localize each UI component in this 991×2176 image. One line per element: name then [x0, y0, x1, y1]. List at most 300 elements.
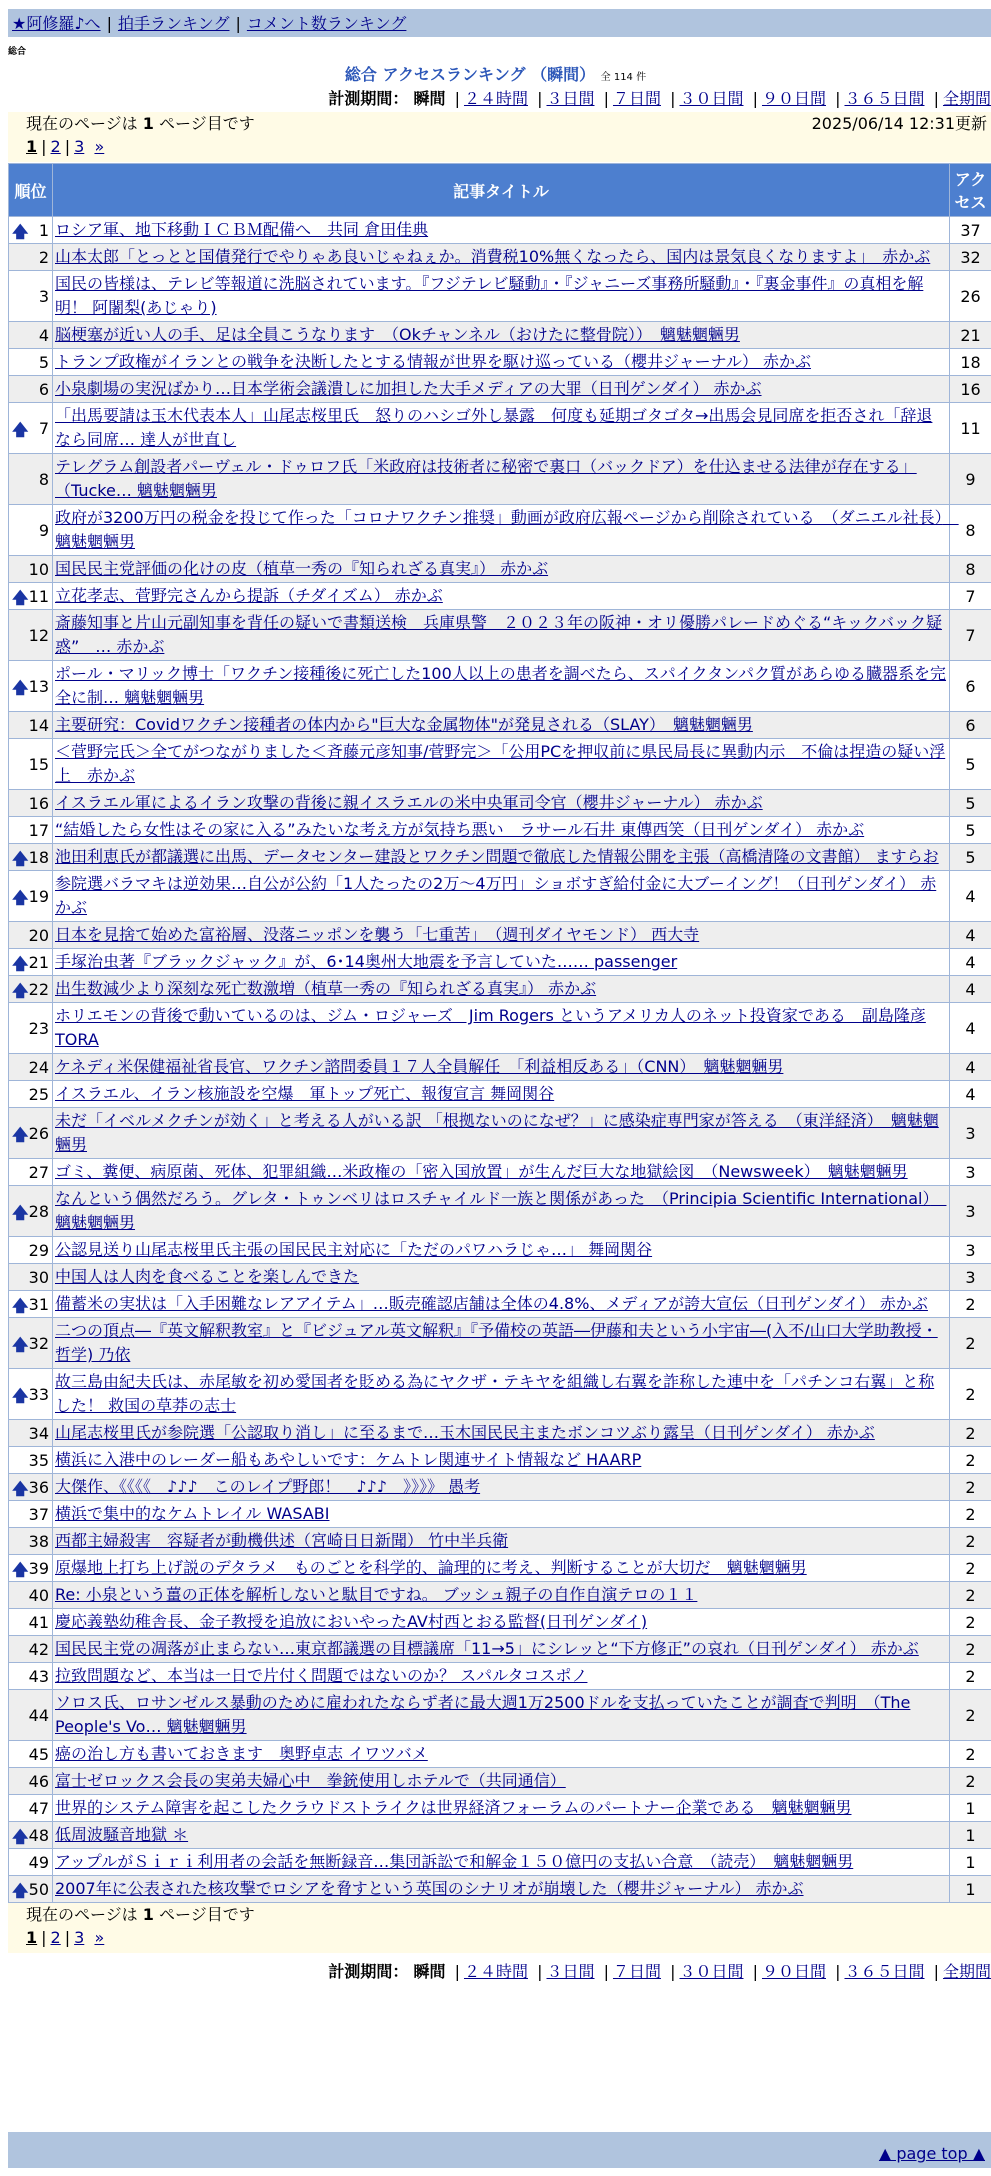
rank-number: 8	[38, 469, 49, 489]
rank-number: 46	[28, 1771, 49, 1791]
title-cell	[53, 610, 950, 661]
access-count: 8	[950, 556, 991, 583]
rank-cell	[9, 1003, 53, 1054]
article-title-link[interactable]: 横浜で集中的なケムトレイル WASABI	[55, 1504, 330, 1523]
table-row	[9, 844, 991, 871]
period-current: 瞬間	[413, 89, 446, 108]
rank-up-arrow-icon: 🡅	[12, 1334, 29, 1354]
access-count: 18	[950, 349, 991, 376]
applause-ranking-link[interactable]: 拍手ランキング	[117, 14, 230, 33]
rank-cell	[9, 322, 53, 349]
title-cell	[53, 271, 950, 322]
rank-number: 5	[38, 352, 49, 372]
article-title-link[interactable]: なんという偶然だろう。グレタ・トゥンベリはロスチャイルド一族と関係があった （Principia Scientific International） 魑魅魍魎男	[55, 1189, 947, 1232]
article-title-link[interactable]: 「出馬要請は玉木代表本人」山尾志桜里氏 怒りのハシゴ外し暴露 何度も延期ゴタゴタ→出馬会見同席を拒否され「辞退なら同席… 達人が世直し	[55, 406, 933, 449]
rank-cell	[9, 505, 53, 556]
rank-number: 31	[28, 1294, 49, 1314]
access-count: 4	[950, 949, 991, 976]
access-count: 2	[950, 1528, 991, 1555]
rank-number: 39	[28, 1558, 49, 1578]
access-count: 2	[950, 1318, 991, 1369]
article-title-link[interactable]: 拉致問題など、本当は一日で片付く問題ではないのか？ スパルタコスポノ	[55, 1666, 588, 1685]
page-status-prefix: 現在のページは	[26, 1905, 138, 1924]
access-count: 3	[950, 1159, 991, 1186]
rank-cell	[9, 1474, 53, 1501]
title-cell	[53, 1474, 950, 1501]
title-cell	[53, 871, 950, 922]
access-count: 2	[950, 1474, 991, 1501]
page-status-current: 1	[142, 1905, 154, 1924]
access-count: 2	[950, 1741, 991, 1768]
rank-number: 38	[28, 1531, 49, 1551]
rank-up-arrow-icon: 🡅	[12, 221, 29, 241]
rank-number: 21	[28, 952, 49, 972]
title-cell	[53, 217, 950, 244]
rank-up-arrow-icon: 🡅	[12, 1559, 29, 1579]
title-cell	[53, 505, 959, 556]
article-title-link[interactable]: ソロス氏、ロサンゼルス暴動のために雇われたならず者に最大週1万2500ドルを支払っていたことが調査で判明 （The People's Vo… 魑魅魍魎男	[55, 1693, 911, 1736]
article-title-link[interactable]: 参院選バラマキは逆効果…自公が公約「1人たったの2万～4万円」ショボすぎ給付金に大ブーイング！（日刊ゲンダイ） 赤かぶ	[55, 874, 937, 917]
article-title-link[interactable]: ゴミ、糞便、病原菌、死体、犯罪組織…米政権の「密入国放置」が生んだ巨大な地獄絵図 （Newsweek） 魑魅魍魎男	[55, 1162, 908, 1181]
article-title-link[interactable]: 斎藤知事と片山元副知事を背任の疑いで書類送検 兵庫県警 ２０２３年の阪神・オリ優勝パレードめぐる“キックバック疑惑” … 赤かぶ	[55, 613, 943, 656]
rank-number: 18	[28, 847, 49, 867]
rank-number: 13	[28, 676, 49, 696]
access-count: 6	[950, 661, 991, 712]
rank-number: 19	[28, 886, 49, 906]
access-count: 2	[950, 1582, 991, 1609]
table-row	[9, 556, 991, 583]
title-cell	[53, 1768, 950, 1795]
rank-cell	[9, 1768, 53, 1795]
rank-cell	[9, 1081, 53, 1108]
title-cell	[53, 1081, 950, 1108]
rank-cell	[9, 1420, 53, 1447]
title-cell	[53, 1159, 950, 1186]
page-title-text: 総合 アクセスランキング （瞬間）	[344, 65, 596, 84]
access-count: 2	[950, 1369, 991, 1420]
access-count: 2	[950, 1555, 991, 1582]
access-count: 16	[950, 376, 991, 403]
table-row	[9, 1501, 991, 1528]
article-title-link[interactable]: 備蓄米の実状は「入手困難なレアアイテム」…販売確認店舗は全体の4.8%、メディアが誇大宣伝（日刊ゲンダイ） 赤かぶ	[55, 1294, 928, 1313]
title-cell	[53, 661, 950, 712]
pagination-top: 現在のページは 1 ページ目です 2025/06/14 12:31更新 1 | 2 | 3 »	[8, 112, 991, 162]
article-title-link[interactable]: 中国人は人肉を食べることを楽しんできた	[55, 1267, 360, 1286]
period-all[interactable]: 全期間	[942, 89, 991, 108]
page-1-current: 1	[26, 137, 38, 156]
access-count: 2	[950, 1768, 991, 1795]
table-row	[9, 1003, 991, 1054]
rank-cell	[9, 976, 53, 1003]
table-row	[9, 1474, 991, 1501]
table-row	[9, 1609, 991, 1636]
page-2-link[interactable]: 2	[50, 1928, 61, 1947]
article-title-link[interactable]: イスラエル軍によるイラン攻撃の背後に親イスラエルの米中央軍司令官（櫻井ジャーナル） 赤かぶ	[55, 793, 763, 812]
period-24h[interactable]: ２４時間	[463, 1962, 528, 1981]
rank-cell	[9, 271, 53, 322]
page-top-link[interactable]: ▲ page top ▲	[878, 2144, 985, 2163]
title-cell	[53, 1447, 950, 1474]
rank-number: 40	[28, 1585, 49, 1605]
access-count: 5	[950, 739, 991, 790]
article-title-link[interactable]: 山本太郎「とっとと国債発行でやりゃあ良いじゃねぇか。消費税10%無くなったら、国内は景気良くなりますよ」 赤かぶ	[55, 247, 931, 266]
period-7d[interactable]: ７日間	[612, 1962, 661, 1981]
article-title-link[interactable]: 原爆地上打ち上げ説のデタラメ ものごとを科学的、論理的に考え、判断することが大切だ 魑魅魍魎男	[55, 1558, 807, 1577]
article-title-link[interactable]: 低周波騒音地獄 ＊	[55, 1825, 189, 1844]
title-cell	[53, 349, 950, 376]
rank-number: 24	[28, 1057, 49, 1077]
rank-cell	[9, 1108, 53, 1159]
title-cell	[53, 1636, 950, 1663]
table-row	[9, 871, 991, 922]
period-365d[interactable]: ３６５日間	[844, 1962, 925, 1981]
article-title-link[interactable]: 山尾志桜里氏が参院選「公認取り消し」に至るまで…玉木国民民主またボンコツぶり露呈（日刊ゲンダイ） 赤かぶ	[55, 1423, 875, 1442]
title-cell	[53, 583, 950, 610]
rank-number: 27	[28, 1162, 49, 1182]
rank-number: 12	[28, 625, 49, 645]
table-row	[9, 1420, 991, 1447]
rank-number: 22	[28, 979, 49, 999]
access-count: 1	[950, 1795, 991, 1822]
period-24h[interactable]: ２４時間	[463, 89, 528, 108]
period-all[interactable]: 全期間	[942, 1962, 991, 1981]
article-title-link[interactable]: ロシア軍、地下移動ＩＣＢＭ配備へ 共同 倉田佳典	[55, 220, 429, 239]
period-30d[interactable]: ３０日間	[679, 1962, 744, 1981]
article-title-link[interactable]: テレグラム創設者パーヴェル・ドゥロフ氏「米政府は技術者に秘密で裏口（バックドア）を仕込ませる法律が存在する」（Tucke… 魑魅魍魎男	[55, 457, 917, 500]
article-title-link[interactable]: ホリエモンの背後で動いているのは、ジム・ロジャーズ Jim Rogers というアメリカ人のネット投資家である 副島隆彦 TORA	[55, 1006, 926, 1049]
access-count: 1	[950, 1876, 991, 1903]
article-title-link[interactable]: 日本を見捨て始めた富裕層、没落ニッポンを襲う「七重苦」 （週刊ダイヤモンド） 西大寺	[55, 925, 700, 944]
access-count: 4	[950, 922, 991, 949]
article-title-link[interactable]: 小泉劇場の実況ばかり…日本学術会議潰しに加担した大手メディアの大罪（日刊ゲンダイ） 赤かぶ	[55, 379, 762, 398]
rank-cell	[9, 1291, 53, 1318]
table-row	[9, 217, 991, 244]
rank-number: 45	[28, 1744, 49, 1764]
rank-cell	[9, 244, 53, 271]
header-rank: 順位	[9, 164, 53, 217]
article-title-link[interactable]: ポール・マリック博士「ワクチン接種後に死亡した100人以上の患者を調べたら、スパイクタンパク質があらゆる臓器系を完全に制… 魑魅魍魎男	[55, 664, 947, 707]
title-cell	[53, 1528, 950, 1555]
title-cell	[53, 976, 950, 1003]
title-cell	[53, 739, 950, 790]
access-count: 5	[950, 790, 991, 817]
category-tag: 総合	[8, 47, 27, 57]
title-cell	[53, 817, 950, 844]
rank-cell	[9, 1609, 53, 1636]
title-cell	[53, 1795, 950, 1822]
table-row	[9, 1237, 991, 1264]
rank-cell	[9, 610, 53, 661]
rank-number: 48	[28, 1825, 49, 1845]
title-cell	[53, 1501, 950, 1528]
rank-cell	[9, 1849, 53, 1876]
rank-cell	[9, 583, 53, 610]
title-cell	[53, 1054, 950, 1081]
table-row	[9, 1876, 991, 1903]
title-cell	[53, 922, 950, 949]
title-cell	[53, 1108, 950, 1159]
page-status-current: 1	[142, 114, 154, 133]
title-cell	[53, 1663, 950, 1690]
access-count: 6	[950, 712, 991, 739]
access-count: 37	[950, 217, 991, 244]
rank-number: 35	[28, 1450, 49, 1470]
rank-cell	[9, 1690, 53, 1741]
table-row	[9, 712, 991, 739]
article-title-link[interactable]: 富士ゼロックス会長の実弟夫婦心中 拳銃使用しホテルで（共同通信）	[55, 1771, 566, 1790]
period-90d[interactable]: ９０日間	[761, 89, 826, 108]
pagination-bottom: 現在のページは 1 ページ目です 1 | 2 | 3 »	[8, 1903, 991, 1953]
table-row	[9, 1582, 991, 1609]
article-title-link[interactable]: 2007年に公表された核攻撃でロシアを脅すという英国のシナリオが崩壊した（櫻井ジャーナル） 赤かぶ	[55, 1879, 804, 1898]
article-title-link[interactable]: 西都主婦殺害 容疑者が動機供述（宮崎日日新聞） 竹中半兵衛	[55, 1531, 509, 1550]
article-title-link[interactable]: 脳梗塞が近い人の手、足は全員こうなります （Okチャンネル（おけたに整骨院）） 魑魅魍魎男	[55, 325, 740, 344]
period-7d[interactable]: ７日間	[612, 89, 661, 108]
rank-cell	[9, 949, 53, 976]
rank-cell	[9, 1876, 53, 1903]
page-1-current: 1	[26, 1928, 38, 1947]
title-cell	[53, 1318, 950, 1369]
article-title-link[interactable]: イスラエル、イラン核施設を空爆 軍トップ死亡、報復宣言 舞岡関谷	[55, 1084, 555, 1103]
rank-up-arrow-icon: 🡅	[12, 848, 29, 868]
title-cell	[53, 1582, 950, 1609]
title-cell	[53, 790, 950, 817]
access-count: 2	[950, 1609, 991, 1636]
table-row	[9, 1528, 991, 1555]
table-row	[9, 1264, 991, 1291]
article-title-link[interactable]: 池田利恵氏が都議選に出馬、データセンター建設とワクチン問題で徹底した情報公開を主張（高橋清隆の文書館） ますらお	[55, 847, 939, 866]
access-count: 4	[950, 1054, 991, 1081]
period-3d[interactable]: ３日間	[546, 1962, 595, 1981]
access-count: 7	[950, 583, 991, 610]
rank-cell	[9, 1501, 53, 1528]
article-title-link[interactable]: Re: 小泉という薑の正体を解析しないと駄目ですね。 ブッシュ親子の自作自演テロの１１	[55, 1585, 698, 1604]
rank-number: 10	[28, 559, 49, 579]
access-count: 3	[950, 1186, 991, 1237]
article-title-link[interactable]: ケネディ米保健福祉省長官、ワクチン諮問委員１７人全員解任 「利益相反ある」（CNN） 魑魅魍魎男	[55, 1057, 784, 1076]
access-count: 3	[950, 1237, 991, 1264]
period-current: 瞬間	[413, 1962, 446, 1981]
period-365d[interactable]: ３６５日間	[844, 89, 925, 108]
title-cell	[53, 1003, 950, 1054]
rank-number: 50	[28, 1879, 49, 1899]
home-link[interactable]: ★阿修羅♪へ	[12, 14, 101, 33]
article-title-link[interactable]: 国民民主党の凋落が止まらない…東京都議選の目標議席「11→5」にシレッと“下方修正”の哀れ（日刊ゲンダイ） 赤かぶ	[55, 1639, 919, 1658]
table-row	[9, 976, 991, 1003]
next-page-link[interactable]: »	[94, 137, 105, 156]
article-title-link[interactable]: 大傑作、《《《《 ♪♪♪ このレイプ野郎！ ♪♪♪ 》》》》 愚考	[55, 1477, 481, 1496]
table-row	[9, 610, 991, 661]
title-cell	[53, 1822, 950, 1849]
table-row	[9, 349, 991, 376]
header-title: 記事タイトル	[53, 164, 950, 217]
title-cell	[53, 322, 950, 349]
table-row	[9, 505, 991, 556]
rank-number: 15	[28, 754, 49, 774]
rank-number: 29	[28, 1240, 49, 1260]
table-row	[9, 1555, 991, 1582]
access-count: 2	[950, 1447, 991, 1474]
access-count: 2	[950, 1636, 991, 1663]
rank-number: 23	[28, 1018, 49, 1038]
page-3-link[interactable]: 3	[74, 137, 85, 156]
article-title-link[interactable]: 未だ「イベルメクチンが効く」と考える人がいる訳 「根拠ないのになぜ？」に感染症専門家が答える （東洋経済） 魑魅魍魎男	[55, 1111, 939, 1154]
nav-separator: |	[106, 14, 112, 33]
access-count: 2	[950, 1690, 991, 1741]
rank-number: 9	[38, 520, 49, 540]
access-count: 5	[950, 817, 991, 844]
article-title-link[interactable]: 手塚治虫著『ブラックジャック』が、6･14奥州大地震を予言していた…… passenger	[55, 952, 678, 971]
title-cell	[53, 376, 950, 403]
article-title-link[interactable]: 癌の治し方も書いておきます 奥野卓志 イワツバメ	[55, 1744, 428, 1763]
rank-cell	[9, 454, 53, 505]
article-title-link[interactable]: 二つの頂点―『英文解釈教室』と『ビジュアル英文解釈』『予備校の英語―伊藤和夫という小宇宙―(入不/山口大学助教授・哲学) 乃依	[55, 1321, 938, 1364]
period-30d[interactable]: ３０日間	[679, 89, 744, 108]
rank-cell	[9, 790, 53, 817]
period-selector-bottom: 計測期間： 瞬間 | ２４時間 | ３日間 | ７日間 | ３０日間 | ９０日間 | ３６５日間 | 全期間	[328, 1962, 991, 1981]
rank-number: 17	[28, 820, 49, 840]
page-status-prefix: 現在のページは	[26, 114, 138, 133]
access-count: 7	[950, 610, 991, 661]
table-row	[9, 1318, 991, 1369]
rank-cell	[9, 817, 53, 844]
rank-cell	[9, 1663, 53, 1690]
title-cell	[53, 1237, 950, 1264]
rank-number: 33	[28, 1384, 49, 1404]
rank-up-arrow-icon: 🡅	[12, 980, 29, 1000]
article-title-link[interactable]: 故三島由紀夫氏は、赤尾敏を初め愛国者を貶める為にヤクザ・テキヤを組織し右翼を詐称した連中を「パチンコ右翼」と称した！ 救国の草莽の志士	[55, 1372, 935, 1415]
rank-cell	[9, 1822, 53, 1849]
article-title-link[interactable]: 主要研究：Covidワクチン接種者の体内から"巨大な金属物体"が発見される（SLAY） 魑魅魍魎男	[55, 715, 753, 734]
table-row	[9, 376, 991, 403]
rank-cell	[9, 1795, 53, 1822]
rank-number: 42	[28, 1639, 49, 1659]
rank-cell	[9, 1582, 53, 1609]
rank-up-arrow-icon: 🡅	[12, 1826, 29, 1846]
article-title-link[interactable]: 立花孝志、菅野完さんから提訴（チダイズム） 赤かぶ	[55, 586, 443, 605]
rank-cell	[9, 403, 53, 454]
article-title-link[interactable]: 政府が3200万円の税金を投じて作った「コロナワクチン推奨」動画が政府広報ページから削除されている （ダニエル社長） 魑魅魍魎男	[55, 508, 959, 551]
title-cell	[53, 1186, 950, 1237]
rank-cell	[9, 1186, 53, 1237]
rank-cell	[9, 1447, 53, 1474]
access-count: 26	[950, 271, 991, 322]
access-count: 3	[950, 1264, 991, 1291]
access-count: 2	[950, 1291, 991, 1318]
rank-number: 4	[38, 325, 49, 345]
rank-cell	[9, 1159, 53, 1186]
access-count: 4	[950, 871, 991, 922]
table-row	[9, 1291, 991, 1318]
table-row	[9, 1768, 991, 1795]
access-count: 11	[950, 403, 991, 454]
table-row	[9, 922, 991, 949]
access-count: 4	[950, 1003, 991, 1054]
article-title-link[interactable]: トランプ政権がイランとの戦争を決断したとする情報が世界を駆け巡っている（櫻井ジャーナル） 赤かぶ	[55, 352, 811, 371]
rank-number: 7	[38, 418, 49, 438]
article-title-link[interactable]: 出生数減少より深刻な死亡数激増（植草一秀の『知られざる真実』） 赤かぶ	[55, 979, 597, 998]
article-title-link[interactable]: 世界的システム障害を起こしたクラウドストライクは世界経済フォーラムのパートナー企業である 魑魅魍魎男	[55, 1798, 852, 1817]
period-90d[interactable]: ９０日間	[761, 1962, 826, 1981]
access-count: 4	[950, 1081, 991, 1108]
page-2-link[interactable]: 2	[50, 137, 61, 156]
total-count: 全 114 件	[600, 72, 647, 83]
title-cell	[53, 403, 950, 454]
article-title-link[interactable]: 慶応義塾幼稚舎長、金子教授を追放においやったAV村西とおる監督(日刊ゲンダイ)	[55, 1612, 648, 1631]
article-title-link[interactable]: 横浜に入港中のレーダー船もあやしいです：ケムトレ関連サイト情報など HAARP	[55, 1450, 642, 1469]
rank-number: 32	[28, 1333, 49, 1353]
rank-up-arrow-icon: 🡅	[12, 1880, 29, 1900]
article-title-link[interactable]: アップルがＳｉｒｉ利用者の会話を無断録音…集団訴訟で和解金１５０億円の支払い合意 （読売） 魑魅魍魎男	[55, 1852, 854, 1871]
rank-up-arrow-icon: 🡅	[12, 1295, 29, 1315]
article-title-link[interactable]: 国民民主党評価の化けの皮（植草一秀の『知られざる真実』） 赤かぶ	[55, 559, 549, 578]
rank-cell	[9, 1369, 53, 1420]
rank-cell	[9, 376, 53, 403]
access-count: 8	[950, 505, 991, 556]
rank-up-arrow-icon: 🡅	[12, 677, 29, 697]
access-count: 1	[950, 1849, 991, 1876]
table-row	[9, 1741, 991, 1768]
table-row	[9, 583, 991, 610]
title-cell	[53, 454, 950, 505]
rank-number: 34	[28, 1423, 49, 1443]
access-count: 2	[950, 1663, 991, 1690]
rank-cell	[9, 1636, 53, 1663]
rank-up-arrow-icon: 🡅	[12, 1124, 29, 1144]
table-row	[9, 1369, 991, 1420]
rank-number: 11	[28, 586, 49, 606]
article-title-link[interactable]: “結婚したら女性はその家に入る”みたいな考え方が気持ち悪い ラサール石井 東傳西笑（日刊ゲンダイ） 赤かぶ	[55, 820, 865, 839]
rank-number: 28	[28, 1201, 49, 1221]
table-row	[9, 949, 991, 976]
access-count: 2	[950, 1420, 991, 1447]
rank-cell	[9, 712, 53, 739]
rank-cell	[9, 1555, 53, 1582]
title-cell	[53, 1420, 950, 1447]
rank-cell	[9, 1264, 53, 1291]
article-title-link[interactable]: ＜菅野完氏＞全てがつながりました＜斉藤元彦知事/菅野完＞「公用PCを押収前に県民局長に異動内示 不倫は捏造の疑い浮上 赤かぶ	[55, 742, 946, 785]
next-page-link[interactable]: »	[94, 1928, 105, 1947]
table-row	[9, 1447, 991, 1474]
table-row	[9, 1822, 991, 1849]
rank-cell	[9, 1741, 53, 1768]
rank-up-arrow-icon: 🡅	[12, 1202, 29, 1222]
rank-up-arrow-icon: 🡅	[12, 587, 29, 607]
rank-cell	[9, 844, 53, 871]
table-row	[9, 1186, 991, 1237]
article-title-link[interactable]: 公認見送り山尾志桜里氏主張の国民民主対応に「ただのパワハラじゃ…」 舞岡関谷	[55, 1240, 653, 1259]
rank-number: 49	[28, 1852, 49, 1872]
rank-number: 37	[28, 1504, 49, 1524]
title-cell	[53, 1291, 950, 1318]
table-row	[9, 454, 991, 505]
title-cell	[53, 556, 950, 583]
title-cell	[53, 1555, 950, 1582]
period-3d[interactable]: ３日間	[546, 89, 595, 108]
rank-up-arrow-icon: 🡅	[12, 1385, 29, 1405]
updated-timestamp: 2025/06/14 12:31更新	[811, 114, 987, 133]
rank-number: 36	[28, 1477, 49, 1497]
page-3-link[interactable]: 3	[74, 1928, 85, 1947]
table-row	[9, 1108, 991, 1159]
rank-up-arrow-icon: 🡅	[12, 953, 29, 973]
top-nav-bar	[8, 9, 991, 37]
rank-number: 43	[28, 1666, 49, 1686]
comment-ranking-link[interactable]: コメント数ランキング	[246, 14, 407, 33]
rank-cell	[9, 1528, 53, 1555]
article-title-link[interactable]: 国民の皆様は、テレビ等報道に洗脳されています。『フジテレビ騒動』・『ジャニーズ事務所騒動』・『裏金事件』の真相を解明！ 阿闍梨(あじゃり)	[55, 274, 924, 317]
rank-up-arrow-icon: 🡅	[12, 887, 29, 907]
